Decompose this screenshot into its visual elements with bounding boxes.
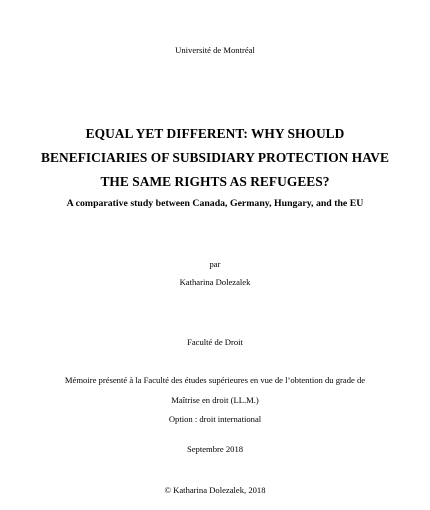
by-label: par	[209, 259, 221, 269]
title-line-3: THE SAME RIGHTS AS REFUGEES?	[100, 174, 330, 189]
thesis-subtitle: A comparative study between Canada, Germany, Hungary, and the EU	[66, 198, 364, 209]
submission-date: Septembre 2018	[186, 444, 244, 454]
memoire-statement: Mémoire présenté à la Faculté des études supérieures en vue de l’obtention du grade de	[64, 375, 366, 385]
title-line-1: EQUAL YET DIFFERENT: WHY SHOULD	[85, 126, 345, 141]
degree-name: Maîtrise en droit (LL.M.)	[171, 395, 259, 405]
faculty-name: Faculté de Droit	[187, 337, 243, 347]
university-name: Université de Montréal	[175, 45, 255, 55]
title-line-2: BENEFICIARIES OF SUBSIDIARY PROTECTION HAVE	[41, 150, 389, 165]
thesis-title	[0, 126, 430, 198]
option-label: Option : droit international	[168, 414, 262, 424]
copyright-notice: © Katharina Dolezalek, 2018	[164, 485, 266, 495]
author-name: Katharina Dolezalek	[179, 277, 251, 287]
